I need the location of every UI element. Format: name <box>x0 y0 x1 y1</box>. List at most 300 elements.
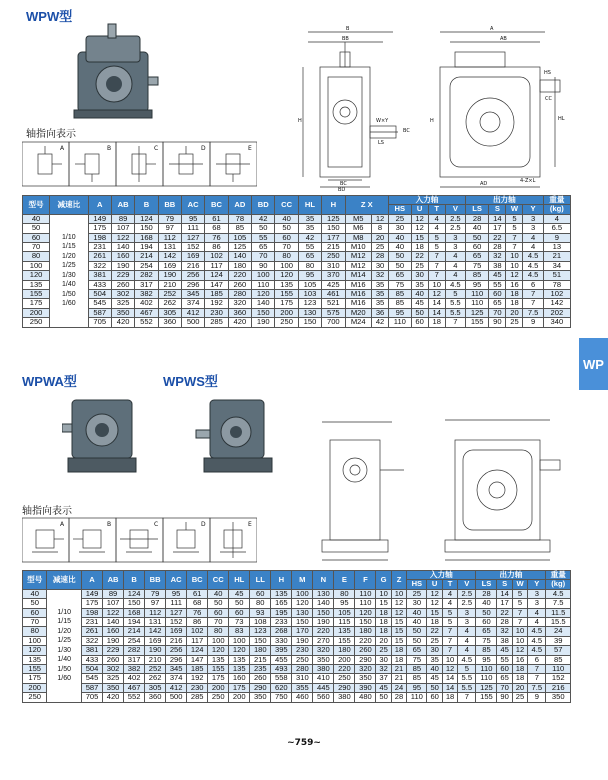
table-cell: 194 <box>135 243 158 252</box>
header-t: T <box>428 205 445 214</box>
table-cell: 65 <box>497 674 512 683</box>
table-cell: 57 <box>546 646 571 655</box>
axis-letter-b: B <box>107 145 112 152</box>
table-row <box>23 224 571 233</box>
table-cell: 214 <box>124 627 145 636</box>
table-cell: 370 <box>322 271 345 280</box>
table-cell: 5 <box>512 589 527 598</box>
table-cell: 380 <box>334 693 355 702</box>
table-cell: 17 <box>497 599 512 608</box>
table-cell: 155 <box>476 693 497 702</box>
table-cell: 32 <box>489 252 506 261</box>
header2-weight: 重量 <box>546 571 571 580</box>
header-zx: Z X <box>345 196 389 215</box>
table-cell: 30 <box>427 646 442 655</box>
table-cell: 261 <box>88 252 111 261</box>
table-cell: 147 <box>187 655 208 664</box>
table-cell: 5 <box>458 665 476 674</box>
table-cell: 175 <box>82 599 103 608</box>
table-cell: 30 <box>407 599 427 608</box>
table-cell: 12 <box>442 665 457 674</box>
table-cell: 250 <box>334 674 355 683</box>
table-cell: 50 <box>407 636 427 645</box>
table-cell: 120 <box>23 646 47 655</box>
table-cell: 317 <box>135 280 158 289</box>
table-cell: 80 <box>275 252 298 261</box>
table-cell: 38 <box>497 636 512 645</box>
table-cell: 215 <box>250 655 271 664</box>
table-cell: 85 <box>228 224 251 233</box>
table-cell: 142 <box>158 252 181 261</box>
table-cell: 7.5 <box>546 599 571 608</box>
table-cell: 412 <box>166 683 187 692</box>
table-cell: 120 <box>208 646 229 655</box>
table-cell: M16 <box>345 299 372 308</box>
wpw-reducer-photo <box>70 22 160 122</box>
table-cell: 215 <box>322 243 345 252</box>
table-cell: 290 <box>334 683 355 692</box>
table-cell: 155 <box>23 290 50 299</box>
table-cell: 504 <box>88 290 111 299</box>
table-cell: 190 <box>145 646 166 655</box>
table-cell: 40 <box>476 599 497 608</box>
table-cell: 78 <box>228 214 251 223</box>
table-cell: 131 <box>145 618 166 627</box>
table-cell: 18 <box>506 299 523 308</box>
table-cell: 40 <box>407 618 427 627</box>
table-cell: 25 <box>411 261 428 270</box>
table-cell: 50 <box>427 683 442 692</box>
page-number: ~759~ <box>287 738 321 748</box>
table-cell: 330 <box>271 636 292 645</box>
header2-ac: AC <box>166 571 187 590</box>
table-cell: 250 <box>23 693 47 702</box>
table-cell: 18 <box>512 665 527 674</box>
table-cell: 110 <box>252 280 275 289</box>
table-cell: 50 <box>376 693 391 702</box>
table-cell: M6 <box>345 224 372 233</box>
wpws-title: WPWS型 <box>163 374 218 389</box>
table-cell: 28 <box>476 589 497 598</box>
table-cell: 15 <box>427 608 442 617</box>
table-cell: 110 <box>465 299 488 308</box>
table-cell: 10 <box>428 280 445 289</box>
table-cell: 50 <box>23 599 47 608</box>
table-cell: 2.5 <box>458 599 476 608</box>
table-cell: 558 <box>271 674 292 683</box>
table-cell: 110 <box>355 589 376 598</box>
table-cell: 4.5 <box>528 627 546 636</box>
header2-m: M <box>292 571 313 590</box>
table-cell: 18 <box>391 655 406 664</box>
table-cell: 750 <box>271 693 292 702</box>
table-cell: 65 <box>465 252 488 261</box>
table-cell: 155 <box>334 636 355 645</box>
table-cell: 65 <box>476 627 497 636</box>
table-cell: 230 <box>292 646 313 655</box>
table-cell: 200 <box>23 308 50 317</box>
table-cell: 60 <box>208 608 229 617</box>
table-cell: 252 <box>158 290 181 299</box>
table-cell: 111 <box>181 224 204 233</box>
table-row <box>23 318 571 327</box>
table-cell: 125 <box>322 214 345 223</box>
table-cell: 61 <box>205 214 228 223</box>
table-cell: 305 <box>145 683 166 692</box>
table-cell: 480 <box>355 693 376 702</box>
table-cell: 2.5 <box>445 224 465 233</box>
table-cell: 40 <box>411 290 428 299</box>
table-cell: 355 <box>292 683 313 692</box>
table-cell: 21 <box>391 674 406 683</box>
table-cell: 60 <box>23 233 50 242</box>
table-cell: 97 <box>158 224 181 233</box>
table-cell: 7 <box>442 636 457 645</box>
table-cell: 150 <box>292 618 313 627</box>
table-cell: 194 <box>124 618 145 627</box>
ratio-value: 1/25 <box>57 637 72 645</box>
table-cell: 124 <box>135 214 158 223</box>
table-cell: 325 <box>111 299 134 308</box>
header2-f: F <box>355 571 376 590</box>
table-cell: 455 <box>271 655 292 664</box>
table-cell: 90 <box>489 318 506 327</box>
table-cell: 95 <box>334 599 355 608</box>
header-ratio: 减速比 <box>50 196 88 215</box>
svg-text:BC: BC <box>340 181 347 187</box>
header-ad: AD <box>228 196 251 215</box>
table-cell: 282 <box>124 646 145 655</box>
table-cell: 185 <box>187 665 208 674</box>
table-cell: 402 <box>124 674 145 683</box>
table-cell: 3 <box>528 599 546 608</box>
table-cell: 216 <box>181 261 204 270</box>
table-cell: 100 <box>275 261 298 270</box>
table-cell: 200 <box>208 683 229 692</box>
table-cell: 552 <box>124 693 145 702</box>
table-cell: 140 <box>313 599 334 608</box>
table-cell: 105 <box>228 233 251 242</box>
table-cell: 110 <box>389 318 412 327</box>
table-cell: 302 <box>103 665 124 674</box>
table-cell: 18 <box>428 318 445 327</box>
ratio-value: 1/60 <box>62 300 76 308</box>
table-cell: 80 <box>298 261 321 270</box>
table-cell: 15.5 <box>546 618 571 627</box>
table-cell: 40 <box>389 233 412 242</box>
wpw-spec-table <box>22 195 571 328</box>
table-cell: 68 <box>205 224 228 233</box>
table-cell: 73 <box>229 618 250 627</box>
table-cell: 175 <box>88 224 111 233</box>
table-cell: 7 <box>428 252 445 261</box>
header-y: Y <box>523 205 543 214</box>
ratio-value: 1/30 <box>62 271 76 279</box>
table-cell: 4.5 <box>528 646 546 655</box>
table-cell: 233 <box>271 618 292 627</box>
table-cell: 22 <box>427 627 442 636</box>
table-cell: 102 <box>543 290 570 299</box>
table-cell: 135 <box>23 655 47 664</box>
table-cell: 70 <box>252 252 275 261</box>
table-cell: 262 <box>145 674 166 683</box>
svg-text:H: H <box>298 118 302 124</box>
table-cell: 192 <box>205 299 228 308</box>
axis-letter-c-2: C <box>154 521 159 528</box>
table-cell: 45 <box>411 299 428 308</box>
ratio-value: 1/50 <box>62 290 76 298</box>
table-cell: 7 <box>523 290 543 299</box>
table-cell: 90 <box>497 693 512 702</box>
table-cell: 110 <box>355 599 376 608</box>
table-cell: 345 <box>166 665 187 674</box>
table-cell: 155 <box>23 665 47 674</box>
table-cell: 93 <box>250 608 271 617</box>
table-cell: 125 <box>228 243 251 252</box>
table-cell: 122 <box>103 608 124 617</box>
table-cell: 552 <box>135 318 158 327</box>
table-cell: 4 <box>523 233 543 242</box>
svg-text:BD: BD <box>338 187 346 192</box>
table-cell: 28 <box>489 243 506 252</box>
table-cell: 45 <box>376 683 391 692</box>
table-cell: 40 <box>427 665 442 674</box>
wpw-title: WPW型 <box>26 9 73 24</box>
ratio-value: 1/60 <box>57 675 72 683</box>
table-cell: 75 <box>476 636 497 645</box>
ratio-cell <box>47 589 82 702</box>
table-cell: 130 <box>292 608 313 617</box>
table-cell: 190 <box>313 618 334 627</box>
svg-text:W×Y: W×Y <box>376 118 389 124</box>
table-cell: 168 <box>124 608 145 617</box>
table-cell: 322 <box>82 636 103 645</box>
table-cell: 135 <box>23 280 50 289</box>
header-bb: BB <box>158 196 181 215</box>
table-cell: 3 <box>528 589 546 598</box>
table-row <box>23 627 571 636</box>
table-cell: 100 <box>23 261 50 270</box>
table-cell: 40 <box>23 589 47 598</box>
table-cell: 85 <box>407 674 427 683</box>
table-cell: 120 <box>355 608 376 617</box>
table-cell: 381 <box>82 646 103 655</box>
table-cell: 5.5 <box>458 683 476 692</box>
table-cell: 256 <box>181 271 204 280</box>
table-cell: 220 <box>228 271 251 280</box>
table-row <box>23 299 571 308</box>
table-cell: 5.5 <box>458 674 476 683</box>
table-cell: 40 <box>389 243 412 252</box>
table-cell: 75 <box>389 280 412 289</box>
table-cell: 231 <box>88 243 111 252</box>
table-cell: 320 <box>313 646 334 655</box>
table-cell: 4 <box>523 243 543 252</box>
header2-model: 型号 <box>23 571 47 590</box>
table-cell: 130 <box>298 308 321 317</box>
table-cell: 4 <box>528 608 546 617</box>
table-cell: 20 <box>512 683 527 692</box>
table-cell: 350 <box>111 308 134 317</box>
table-cell: 37 <box>376 674 391 683</box>
table-cell: 325 <box>103 674 124 683</box>
table-row <box>23 693 571 702</box>
table-cell: 4.5 <box>445 280 465 289</box>
header-output-shaft: 出力轴 <box>465 196 543 205</box>
table-cell: 28 <box>465 214 488 223</box>
table-cell: M16 <box>345 290 372 299</box>
table-cell: 80 <box>23 252 50 261</box>
table-cell: 7 <box>442 627 457 636</box>
header2-weight-unit: (kg) <box>546 580 571 589</box>
table-cell: 12 <box>427 599 442 608</box>
table-cell: 95 <box>476 655 497 664</box>
wpwa-front-drawing <box>430 410 570 565</box>
table-cell: 7 <box>512 608 527 617</box>
table-cell: 102 <box>205 252 228 261</box>
table-cell: 2.5 <box>458 589 476 598</box>
table-cell: 45 <box>229 589 250 598</box>
table-cell: 40 <box>23 214 50 223</box>
table-cell: 50 <box>389 252 412 261</box>
table-cell: 70 <box>489 308 506 317</box>
header2-b: B <box>124 571 145 590</box>
table-cell: 9 <box>523 318 543 327</box>
table-cell: 9 <box>543 233 570 242</box>
axis-direction-diagram-1 <box>22 140 257 188</box>
header2-hl: HL <box>229 571 250 590</box>
table-cell: 12 <box>427 589 442 598</box>
table-cell: 95 <box>465 280 488 289</box>
table-cell: 10 <box>506 261 523 270</box>
table-cell: 100 <box>23 636 47 645</box>
ratio-value: 1/50 <box>57 665 72 673</box>
table-cell: 61 <box>187 589 208 598</box>
table-cell: 180 <box>334 646 355 655</box>
table-cell: 18 <box>391 646 406 655</box>
table-cell: 89 <box>111 214 134 223</box>
table-cell: 60 <box>229 608 250 617</box>
table-cell: 3 <box>445 233 465 242</box>
table-cell: 124 <box>205 271 228 280</box>
table-cell: 11.5 <box>546 608 571 617</box>
table-cell: 235 <box>250 665 271 674</box>
table-cell: 15 <box>411 233 428 242</box>
table-cell: 150 <box>313 608 334 617</box>
header-hl: HL <box>298 196 321 215</box>
table-cell: 190 <box>252 318 275 327</box>
table-cell: 200 <box>334 655 355 664</box>
table-cell: 270 <box>313 636 334 645</box>
table-cell: 25 <box>512 693 527 702</box>
table-cell: 65 <box>252 243 275 252</box>
table-cell: 65 <box>489 299 506 308</box>
table-cell: 433 <box>88 280 111 289</box>
table-cell: 28 <box>497 618 512 627</box>
table-cell: 282 <box>135 271 158 280</box>
table-cell: 115 <box>334 618 355 627</box>
table-cell: 70 <box>23 243 50 252</box>
table-cell: 95 <box>166 589 187 598</box>
table-cell: 127 <box>166 608 187 617</box>
table-cell: 120 <box>23 271 50 280</box>
table-cell: 40 <box>275 214 298 223</box>
ratio-value: 1/20 <box>62 252 76 260</box>
table-cell: 25 <box>407 589 427 598</box>
header2-ls: LS <box>476 580 497 589</box>
table-cell: 12 <box>512 646 527 655</box>
table-cell: 461 <box>322 290 345 299</box>
header2-bc: BC <box>187 571 208 590</box>
table-cell: 117 <box>187 636 208 645</box>
table-cell: 10 <box>391 589 406 598</box>
table-cell: M8 <box>345 233 372 242</box>
table-cell: 260 <box>228 280 251 289</box>
table-cell: 195 <box>271 608 292 617</box>
table-cell: 65 <box>298 252 321 261</box>
table-cell: 140 <box>111 243 134 252</box>
table-cell: 100 <box>292 589 313 598</box>
table-cell: 168 <box>135 233 158 242</box>
table-cell: 150 <box>322 224 345 233</box>
table-cell: 10 <box>442 655 457 664</box>
table-cell: 50 <box>229 599 250 608</box>
table-cell: 22 <box>489 233 506 242</box>
table-cell: 42 <box>298 233 321 242</box>
table-cell: 102 <box>187 627 208 636</box>
svg-text:HS: HS <box>544 70 551 76</box>
table-cell: 493 <box>271 665 292 674</box>
table-cell: 280 <box>292 665 313 674</box>
table-cell: 50 <box>476 608 497 617</box>
table-cell: 123 <box>250 627 271 636</box>
table-cell: 100 <box>229 636 250 645</box>
table-cell: 85 <box>389 290 412 299</box>
axis-direction-label-2: 轴指向表示 <box>22 506 72 517</box>
table-cell: 21 <box>391 665 406 674</box>
table-cell: 302 <box>111 290 134 299</box>
table-cell: 5.5 <box>445 308 465 317</box>
table-cell: 25 <box>427 636 442 645</box>
ratio-value: 1/15 <box>62 243 76 251</box>
table-cell: 7 <box>528 674 546 683</box>
table-cell: 152 <box>166 618 187 627</box>
table-cell: 42 <box>372 318 389 327</box>
table-cell: 110 <box>546 665 571 674</box>
table-cell: 169 <box>166 627 187 636</box>
table-cell: 700 <box>322 318 345 327</box>
table-cell: 521 <box>322 299 345 308</box>
table-cell: 3 <box>458 608 476 617</box>
table-row <box>23 674 571 683</box>
table-cell: 216 <box>546 683 571 692</box>
table-cell: 50 <box>208 599 229 608</box>
table-cell: 140 <box>228 252 251 261</box>
table-cell: 402 <box>135 299 158 308</box>
table-cell: 4 <box>458 646 476 655</box>
table-cell: 4 <box>445 261 465 270</box>
table-cell: M16 <box>345 280 372 289</box>
table-cell: 320 <box>228 299 251 308</box>
header2-g: G <box>376 571 391 590</box>
table-cell: 55 <box>497 655 512 664</box>
table-cell: 545 <box>82 674 103 683</box>
table-cell: 252 <box>145 665 166 674</box>
table-cell: 18 <box>506 290 523 299</box>
table-cell: 290 <box>250 683 271 692</box>
header-ab: AB <box>111 196 134 215</box>
table-cell: 15 <box>391 627 406 636</box>
